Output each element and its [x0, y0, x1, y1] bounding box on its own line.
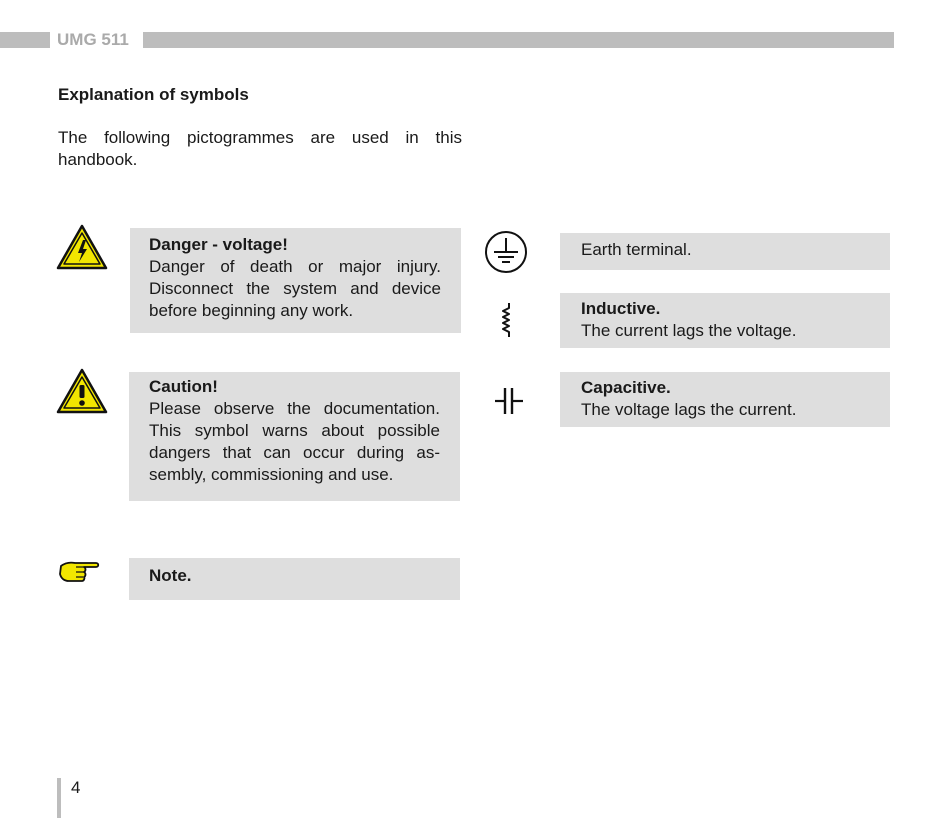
- footer-bar: [57, 778, 61, 818]
- capacitive-description: The voltage lags the current.: [581, 400, 797, 419]
- section-title: Explanation of symbols: [58, 85, 249, 104]
- caution-description: Please observe the documentation. This symbol warns about possible dangers that can occur during as-sembly, commissioning and use.: [149, 399, 440, 484]
- note-title: Note.: [149, 566, 192, 585]
- capacitive-box: [560, 372, 890, 427]
- header-title: UMG 511: [57, 30, 129, 49]
- note-box: [129, 558, 460, 600]
- section-intro: The following pictogrammes are used in this handbook.: [58, 128, 462, 169]
- danger-voltage-description: Danger of death or major injury. Disconnect the system and device before beginning any work.: [149, 257, 441, 320]
- caution-title: Caution!: [149, 377, 218, 396]
- earth-terminal-description: Earth terminal.: [581, 240, 692, 259]
- danger-voltage-title: Danger - voltage!: [149, 235, 288, 254]
- inductive-description: The current lags the voltage.: [581, 321, 797, 340]
- inductive-box: [560, 293, 890, 348]
- capacitive-title: Capacitive.: [581, 378, 671, 397]
- caution-warning-icon: [56, 368, 108, 414]
- high-voltage-warning-icon: [56, 224, 108, 270]
- earth-terminal-box: [560, 233, 890, 270]
- pointing-hand-icon: [58, 558, 104, 584]
- inductive-title: Inductive.: [581, 299, 661, 318]
- header-bar-right: [143, 32, 894, 48]
- caution-box: [129, 372, 460, 501]
- capacitor-icon: [494, 386, 524, 416]
- page-number: 4: [71, 778, 81, 797]
- earth-terminal-icon: [484, 230, 528, 274]
- danger-voltage-box: [130, 228, 461, 333]
- header-bar-left: [0, 32, 50, 48]
- inductor-icon: [499, 302, 515, 338]
